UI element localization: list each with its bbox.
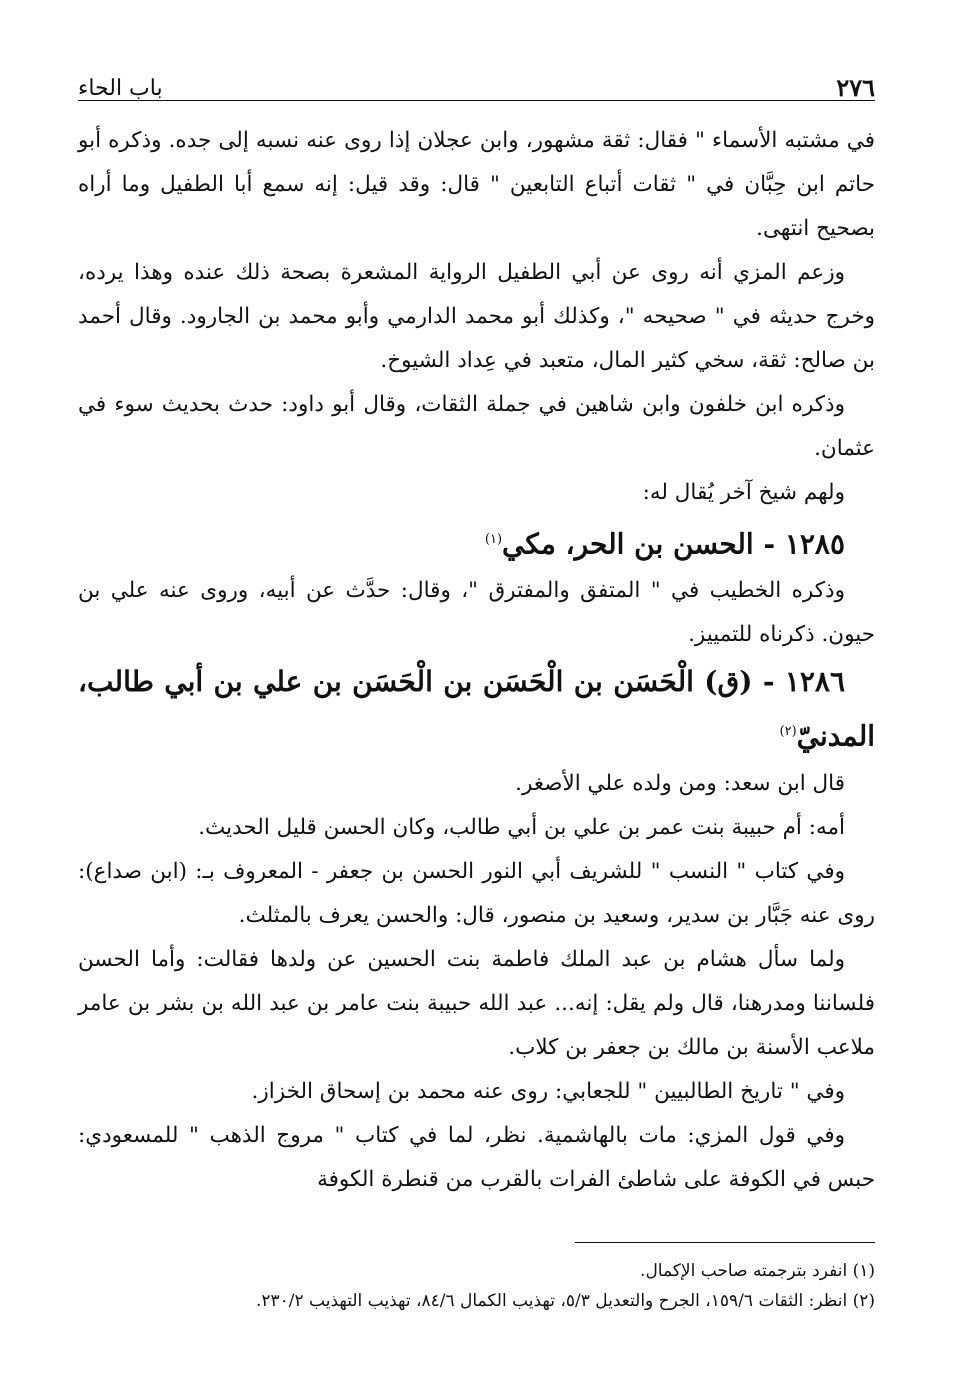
paragraph: أمه: أم حبيبة بنت عمر بن علي بن أبي طالب، وكان الحسن قليل الحديث. bbox=[198, 814, 845, 840]
paragraph: وفي " تاريخ الطالبيين " للجعابي: روى عنه محمد بن إسحاق الخزاز. bbox=[251, 1078, 845, 1104]
running-header bbox=[78, 60, 875, 101]
paragraph: وزعم المزي أنه روى عن أبي الطفيل الرواية المشعرة بصحة ذلك عنده وهذا يرده، وخرج حديثه في " صحيحه "، وكذلك أبو محمد الدارمي وأبو محمد بن الجارود. وقال أحمد بن صالح: ثقة، سخي كثير المال، متعبد في عِداد الشيوخ. bbox=[78, 260, 875, 373]
paragraph: ولهم شيخ آخر يُقال له: bbox=[642, 480, 845, 505]
entry-title: ١٢٨٦ - (ق) الْحَسَن بن الْحَسَن بن الْحَسَن بن علي بن أبي طالب، المدنيّ bbox=[78, 665, 875, 753]
page-number: ٢٧٦ bbox=[836, 73, 875, 102]
entry-title: ١٢٨٥ - الحسن بن الحر، مكي bbox=[502, 527, 845, 561]
footnote-ref[interactable]: (٢) bbox=[779, 724, 797, 740]
paragraph: وذكره الخطيب في " المتفق والمفترق "، وقال: حدَّث عن أبيه، وروى عنه علي بن حيون. ذكرناه للتمييز. bbox=[78, 578, 875, 648]
page-body bbox=[78, 119, 875, 1202]
chapter-title: باب الحاء bbox=[78, 76, 163, 101]
footnote-ref[interactable]: (١) bbox=[484, 532, 503, 547]
footnotes bbox=[78, 1256, 875, 1316]
paragraph: وذكره ابن خلفون وابن شاهين في جملة الثقات، وقال أبو داود: حدث بحديث سوء في عثمان. bbox=[78, 392, 875, 461]
footnote: (٢) انظر: الثقات ١٥٩/٦، الجرح والتعديل ٥/٣، تهذيب الكمال ٨٤/٦، تهذيب التهذيب ٢٣٠/٢. bbox=[255, 1291, 875, 1311]
book-page bbox=[78, 60, 875, 1202]
paragraph: وفي كتاب " النسب " للشريف أبي النور الحسن بن جعفر - المعروف بـ: (ابن صداع): روى عنه جَبَّار بن سدير، وسعيد بن منصور، قال: والحسن يعرف بالمثلث. bbox=[78, 858, 875, 928]
paragraph: قال ابن سعد: ومن ولده علي الأصغر. bbox=[515, 770, 845, 796]
footnote-divider bbox=[575, 1242, 875, 1243]
footnote: (١) انفرد بترجمته صاحب الإكمال. bbox=[640, 1261, 875, 1281]
paragraph: وفي قول المزي: مات بالهاشمية. نظر، لما في كتاب " مروج الذهب " للمسعودي: حبس في الكوفة على شاطئ الفرات بالقرب من قنطرة الكوفة bbox=[78, 1122, 875, 1192]
paragraph: ولما سأل هشام بن عبد الملك فاطمة بنت الحسين عن ولدها فقالت: وأما الحسن فلساننا ومدرهنا، قال ولم يقل: إنه... عبد الله حبيبة بنت عامر بن عبد الله بن بشر بن عامر ملاعب الأسنة بن مالك بن جعفر بن كلاب. bbox=[78, 946, 875, 1060]
entry-heading-1285 bbox=[78, 515, 875, 569]
paragraph: في مشتبه الأسماء " فقال: ثقة مشهور، وابن عجلان إذا روى عنه نسبه إلى جده. وذكره أبو حاتم ابن حِبَّان في " ثقات أتباع التابعين " قال: وقد قيل: إنه سمع أبا الطفيل وما أراه بصحيح انتهى. bbox=[78, 128, 875, 241]
entry-heading-1286 bbox=[78, 657, 875, 761]
